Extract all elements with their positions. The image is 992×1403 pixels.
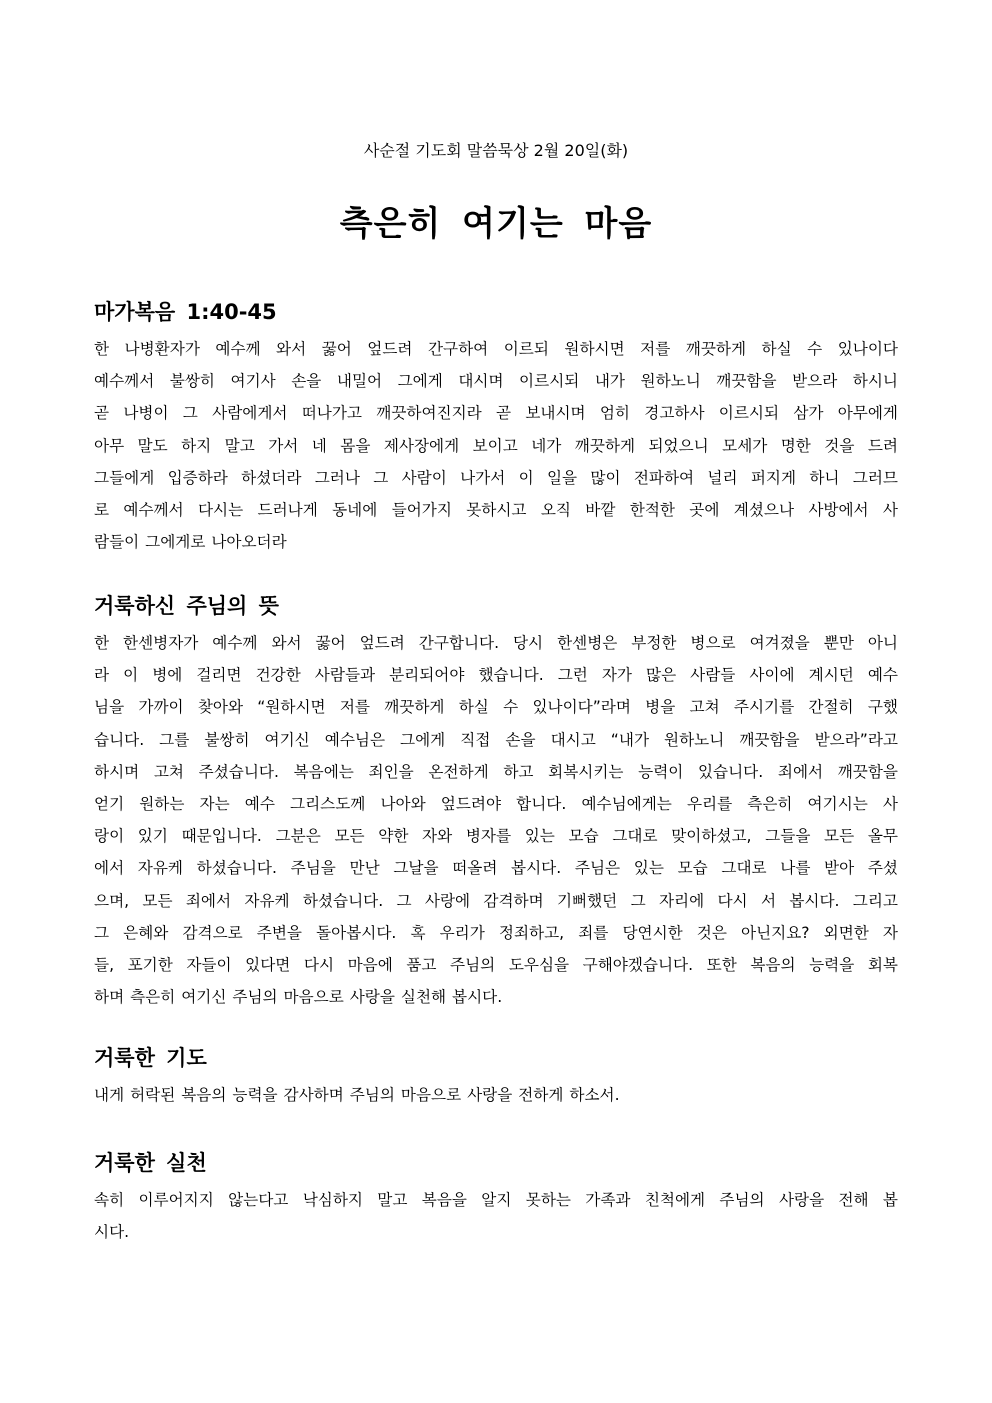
meaning-heading: 거룩하신 주님의 뜻 (94, 594, 279, 618)
scripture-line: 로 예수께서 다시는 드러나게 동네에 들어가지 못하시고 오직 바깥 한적한 곳에 계셨으나 사방에서 사 (94, 501, 898, 520)
meaning-section (94, 591, 898, 1013)
practice-line: 속히 이루어지지 않는다고 낙심하지 말고 복음을 알지 못하는 가족과 친척에게 주님의 사랑을 전해 봅 (94, 1191, 898, 1209)
scripture-line: 곧 나병이 그 사람에게서 떠나가고 깨끗하여진지라 곧 보내시며 엄히 경고하사 이르시되 삼가 아무에게 (94, 404, 898, 423)
meaning-line: 그 은혜와 감격으로 주변을 돌아봅시다. 혹 우리가 정죄하고, 죄를 당연시한 것은 아닌지요? 외면한 자 (94, 923, 898, 942)
prayer-heading: 거룩한 기도 (94, 1046, 207, 1070)
meaning-text (94, 627, 898, 1013)
practice-heading: 거룩한 실천 (94, 1151, 207, 1175)
meaning-line: 라 이 병에 걸리면 건강한 사람들과 분리되어야 했습니다. 그런 자가 많은 사람들 사이에 계시던 예수 (94, 666, 898, 685)
meaning-line: 얻기 원하는 자는 예수 그리스도께 나아와 엎드려야 합니다. 예수님에게는 우리를 측은히 여기시는 사 (94, 795, 898, 814)
prayer-section (94, 1043, 898, 1111)
scripture-line: 람들이 그에게로 나아오더라 (94, 533, 287, 552)
practice-line: 시다. (94, 1223, 130, 1242)
practice-text (94, 1184, 898, 1248)
scripture-section (94, 297, 898, 558)
meaning-line: 님을 가까이 찾아와 “원하시면 저를 깨끗하게 하실 수 있나이다”라며 병을 고쳐 주시기를 간절히 구했 (94, 698, 898, 717)
prayer-text (94, 1079, 898, 1111)
meaning-line: 들, 포기한 자들이 있다면 다시 마음에 품고 주님의 도우심을 구해야겠습니다. 또한 복음의 능력을 회복 (94, 956, 898, 975)
meaning-line: 에서 자유케 하셨습니다. 주님을 만난 그날을 떠올려 봅시다. 주님은 있는 모습 그대로 나를 받아 주셨 (94, 859, 898, 878)
meaning-line: 하시며 고쳐 주셨습니다. 복음에는 죄인을 온전하게 하고 회복시키는 능력이 있습니다. 죄에서 깨끗함을 (94, 762, 898, 781)
scripture-line: 예수께서 불쌍히 여기사 손을 내밀어 그에게 대시며 이르시되 내가 원하노니 깨끗함을 받으라 하시니 (94, 372, 898, 391)
meaning-line: 습니다. 그를 불쌍히 여기신 예수님은 그에게 직접 손을 대시고 “내가 원하노니 깨끗함을 받으라”라고 (94, 730, 898, 749)
page-subtitle: 사순절 기도회 말씀묵상 2월 20일(화) (363, 141, 629, 160)
prayer-line: 내게 허락된 복음의 능력을 감사하며 주님의 마음으로 사랑을 전하게 하소서. (94, 1086, 620, 1104)
meaning-line: 하며 측은히 여기신 주님의 마음으로 사랑을 실천해 봅시다. (94, 988, 503, 1007)
page-title: 측은히 여기는 마음 (339, 204, 653, 244)
scripture-line: 아무 말도 하지 말고 가서 네 몸을 제사장에게 보이고 네가 깨끗하게 되었으니 모세가 명한 것을 드려 (94, 436, 898, 455)
scripture-heading: 마가복음 1:40-45 (94, 300, 277, 324)
meaning-line: 한 한센병자가 예수께 와서 꿇어 엎드려 간구합니다. 당시 한센병은 부정한 병으로 여겨졌을 뿐만 아니 (94, 634, 898, 652)
practice-section (94, 1148, 898, 1248)
scripture-text (94, 333, 898, 558)
scripture-line: 한 나병환자가 예수께 와서 꿇어 엎드려 간구하여 이르되 원하시면 저를 깨끗하게 하실 수 있나이다 (94, 340, 898, 358)
scripture-line: 그들에게 입증하라 하셨더라 그러나 그 사람이 나가서 이 일을 많이 전파하여 널리 퍼지게 하니 그러므 (94, 468, 898, 487)
meaning-line: 랑이 있기 때문입니다. 그분은 모든 약한 자와 병자를 있는 모습 그대로 맞이하셨고, 그들을 모든 올무 (94, 827, 898, 846)
meaning-line: 으며, 모든 죄에서 자유케 하셨습니다. 그 사랑에 감격하며 기뻐했던 그 자리에 다시 서 봅시다. 그리고 (94, 891, 898, 910)
